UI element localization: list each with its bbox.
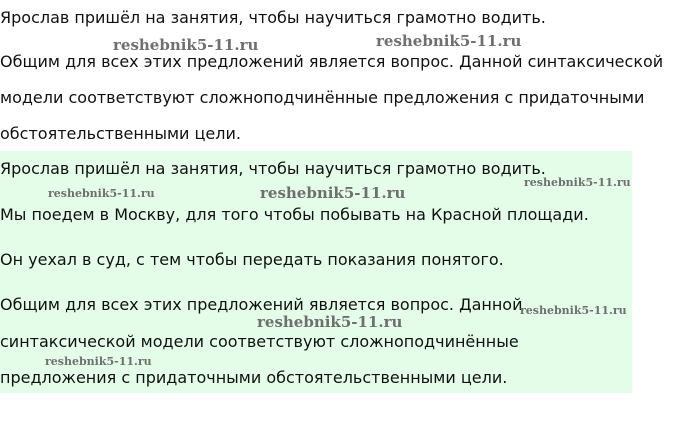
question-line-4: обстоятельственными цели. — [0, 124, 241, 143]
question-line-1: Ярослав пришёл на занятия, чтобы научиться грамотно водить. — [0, 8, 546, 27]
question-line-3: модели соответствуют сложноподчинённые предложения с придаточными — [0, 88, 645, 107]
answer-line-6: предложения с придаточными обстоятельственными цели. — [0, 368, 508, 387]
watermark: reshebnik5-11.ru — [113, 36, 259, 54]
answer-line-3: Он уехал в суд, с тем чтобы передать показания понятого. — [0, 250, 504, 269]
watermark: reshebnik5-11.ru — [260, 184, 406, 202]
answer-line-5: синтаксической модели соответствуют сложноподчинённые — [0, 332, 519, 351]
answer-line-4: Общим для всех этих предложений является вопрос. Данной — [0, 295, 523, 314]
watermark: reshebnik5-11.ru — [45, 355, 152, 368]
answer-line-2: Мы поедем в Москву, для того чтобы побывать на Красной площади. — [0, 205, 589, 224]
watermark: reshebnik5-11.ru — [48, 187, 155, 200]
watermark: reshebnik5-11.ru — [376, 32, 522, 50]
question-line-2: Общим для всех этих предложений является вопрос. Данной синтаксической — [0, 52, 664, 71]
answer-line-1: Ярослав пришёл на занятия, чтобы научиться грамотно водить. — [0, 159, 546, 178]
watermark: reshebnik5-11.ru — [524, 176, 631, 189]
watermark: reshebnik5-11.ru — [257, 313, 403, 331]
watermark: reshebnik5-11.ru — [520, 304, 627, 317]
